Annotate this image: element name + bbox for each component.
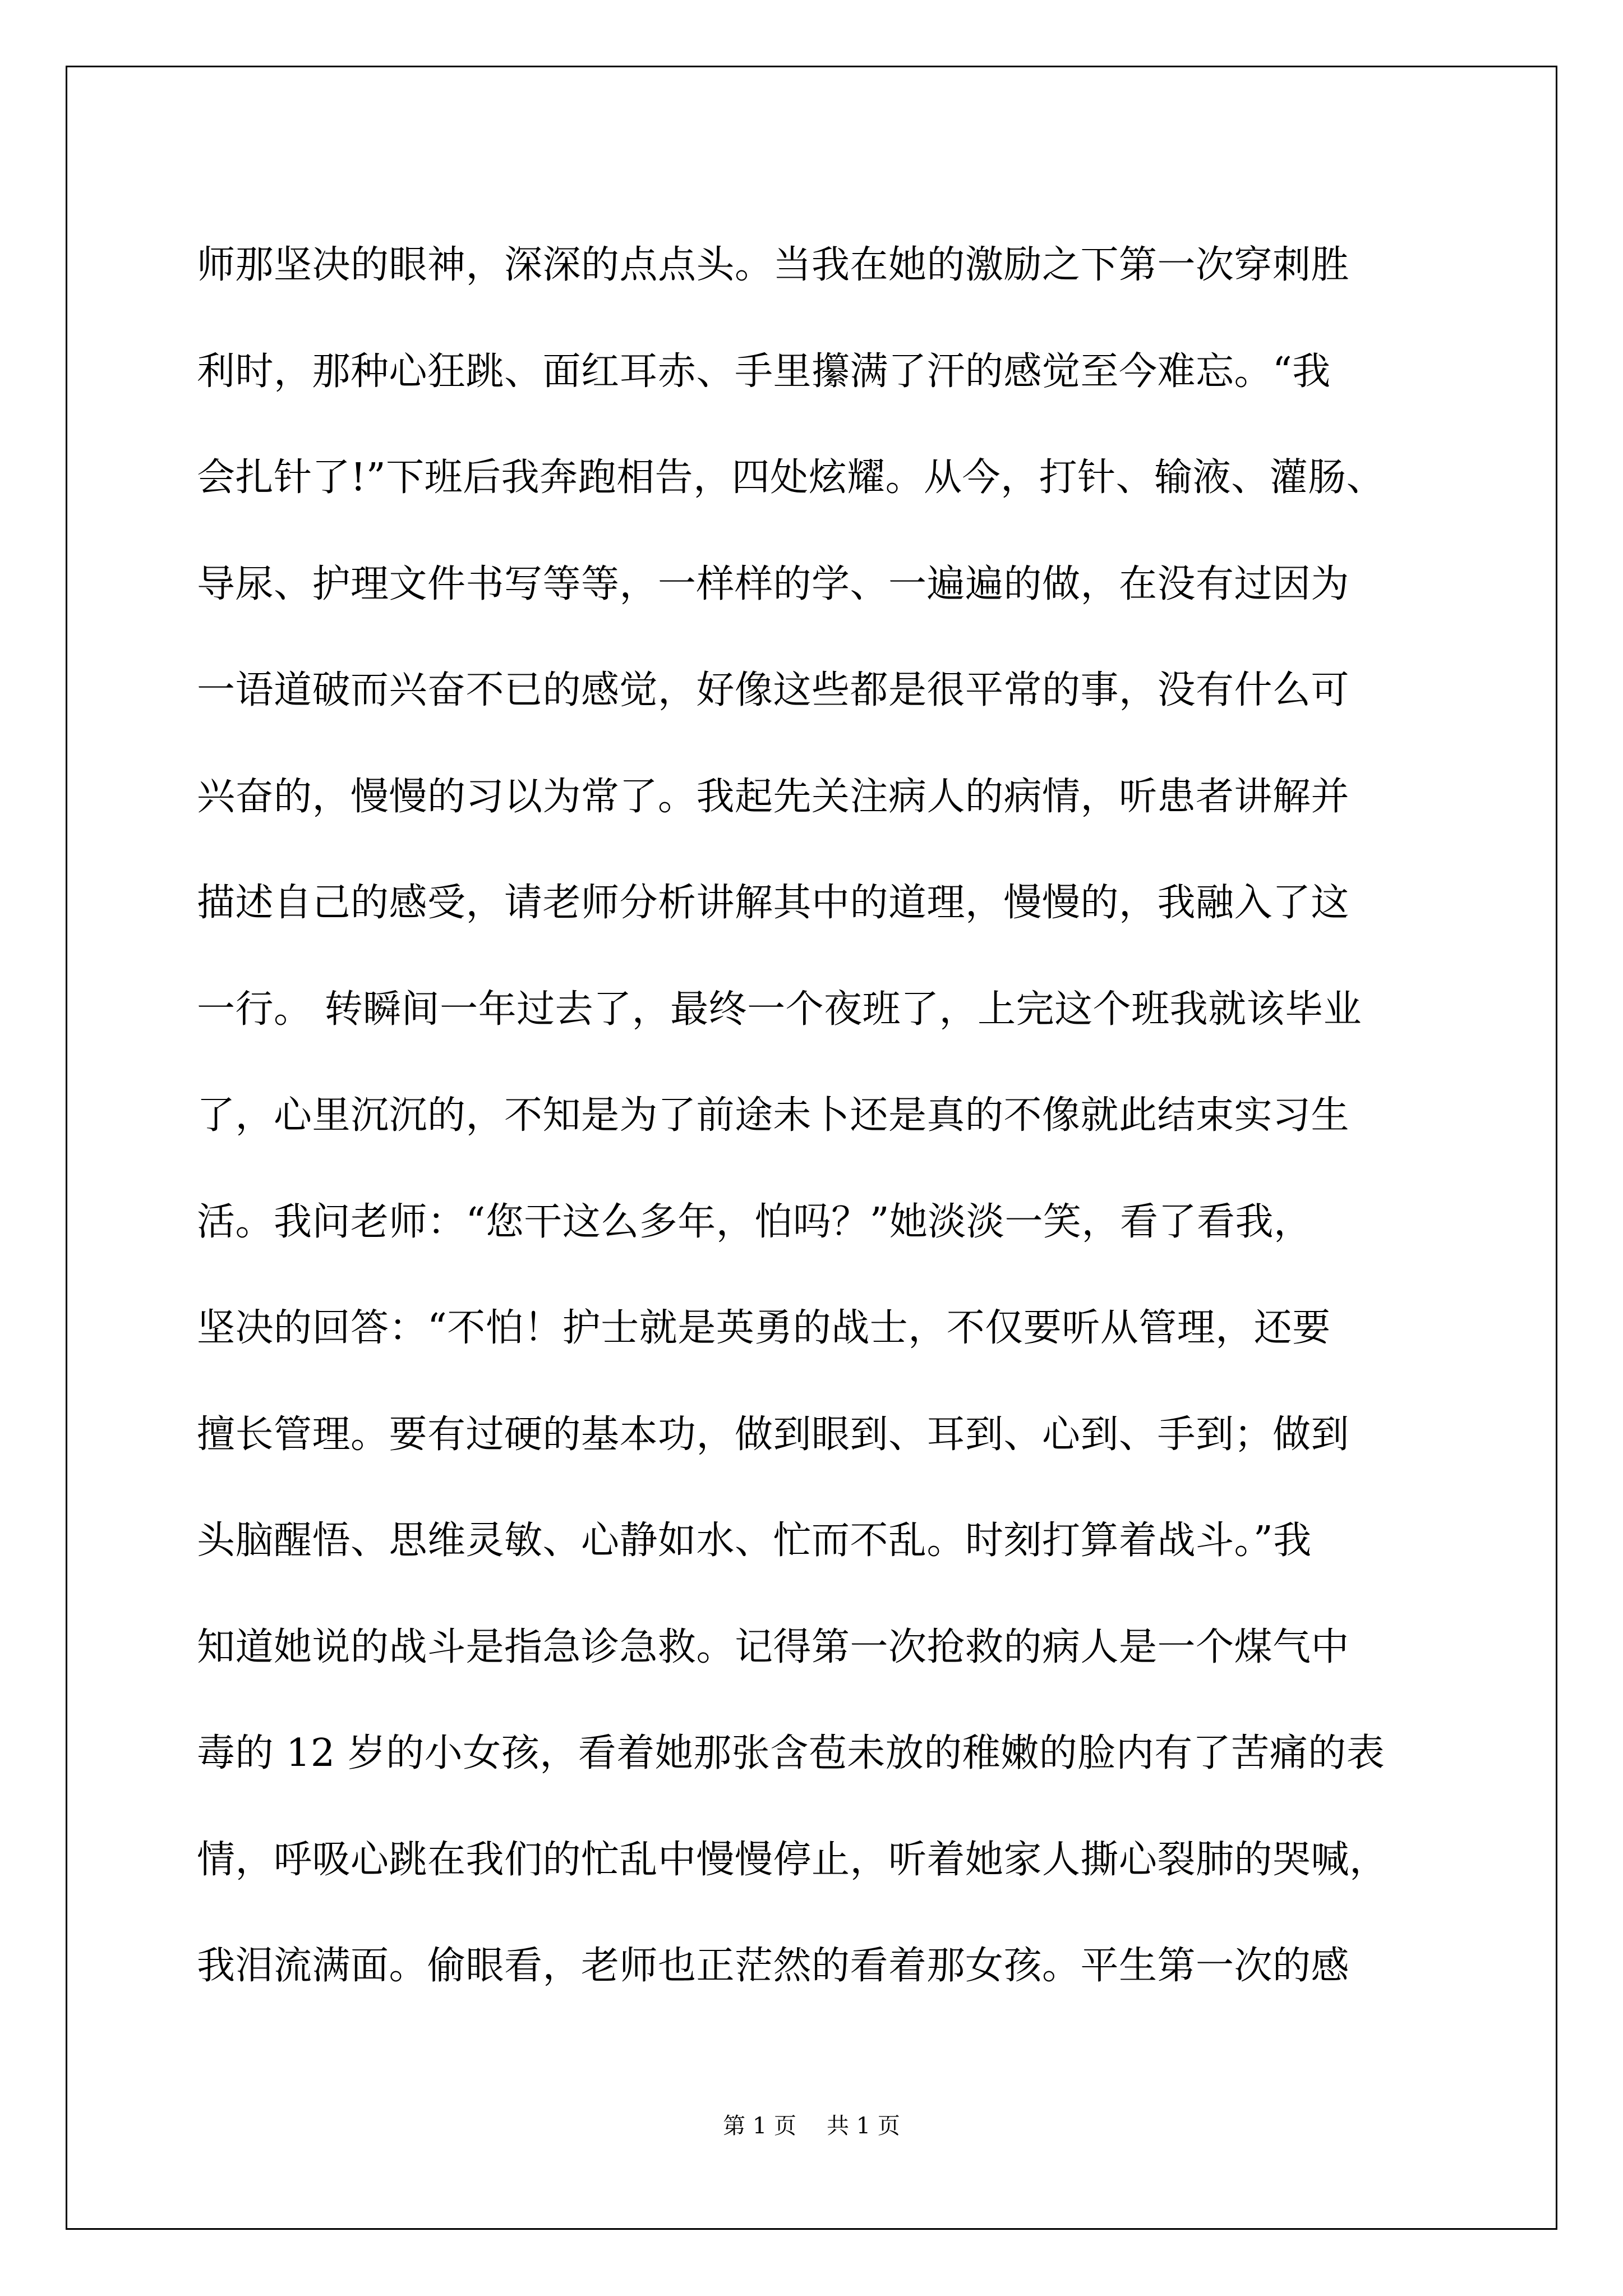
text-line: 知道她说的战斗是指急诊急救。记得第一次抢救的病人是一个煤气中 [197, 1625, 1350, 1669]
text-line: 毒的 12 岁的小女孩，看着她那张含苞未放的稚嫩的脸内有了苦痛的表 [197, 1731, 1385, 1775]
page-footer [0, 2109, 1623, 2143]
body-text [197, 212, 1453, 2019]
text-line: 导尿、护理文件书写等等，一样样的学、一遍遍的做，在没有过因为 [197, 562, 1350, 606]
text-line: 描述自己的感受，请老师分析讲解其中的道理，慢慢的，我融入了这 [197, 881, 1350, 925]
page-total: 共 1 页 [827, 2113, 900, 2139]
text-line: 活。我问老师：“您干这么多年，怕吗？”她淡淡一笑，看了看我， [197, 1199, 1312, 1244]
text-line: 师那坚决的眼神，深深的点点头。当我在她的激励之下第一次穿刺胜 [197, 243, 1350, 287]
text-line: 了，心里沉沉的，不知是为了前途未卜还是真的不像就此结束实习生 [197, 1093, 1350, 1138]
text-line: 擅长管理。要有过硬的基本功，做到眼到、耳到、心到、手到；做到 [197, 1412, 1350, 1457]
text-line: 坚决的回答：“不怕！护士就是英勇的战士，不仅要听从管理，还要 [197, 1306, 1331, 1350]
text-line: 一行。 转瞬间一年过去了，最终一个夜班了，上完这个班我就该毕业 [197, 987, 1362, 1032]
text-line: 一语道破而兴奋不已的感觉，好像这些都是很平常的事，没有什么可 [197, 668, 1350, 712]
text-line: 利时，那种心狂跳、面红耳赤、手里攥满了汗的感觉至今难忘。“我 [197, 349, 1331, 394]
page-number: 第 1 页 [723, 2113, 796, 2139]
text-line: 兴奋的，慢慢的习以为常了。我起先关注病人的病情，听患者讲解并 [197, 774, 1350, 819]
text-line: 情，呼吸心跳在我们的忙乱中慢慢停止，听着她家人撕心裂肺的哭喊， [197, 1837, 1388, 1882]
text-line: 会扎针了!”下班后我奔跑相告，四处炫耀。从今，打针、输液、灌肠、 [197, 455, 1385, 500]
text-line: 我泪流满面。偷眼看，老师也正茫然的看着那女孩。平生第一次的感 [197, 1944, 1350, 1988]
text-line: 头脑醒悟、思维灵敏、心静如水、忙而不乱。时刻打算着战斗。”我 [197, 1519, 1312, 1563]
